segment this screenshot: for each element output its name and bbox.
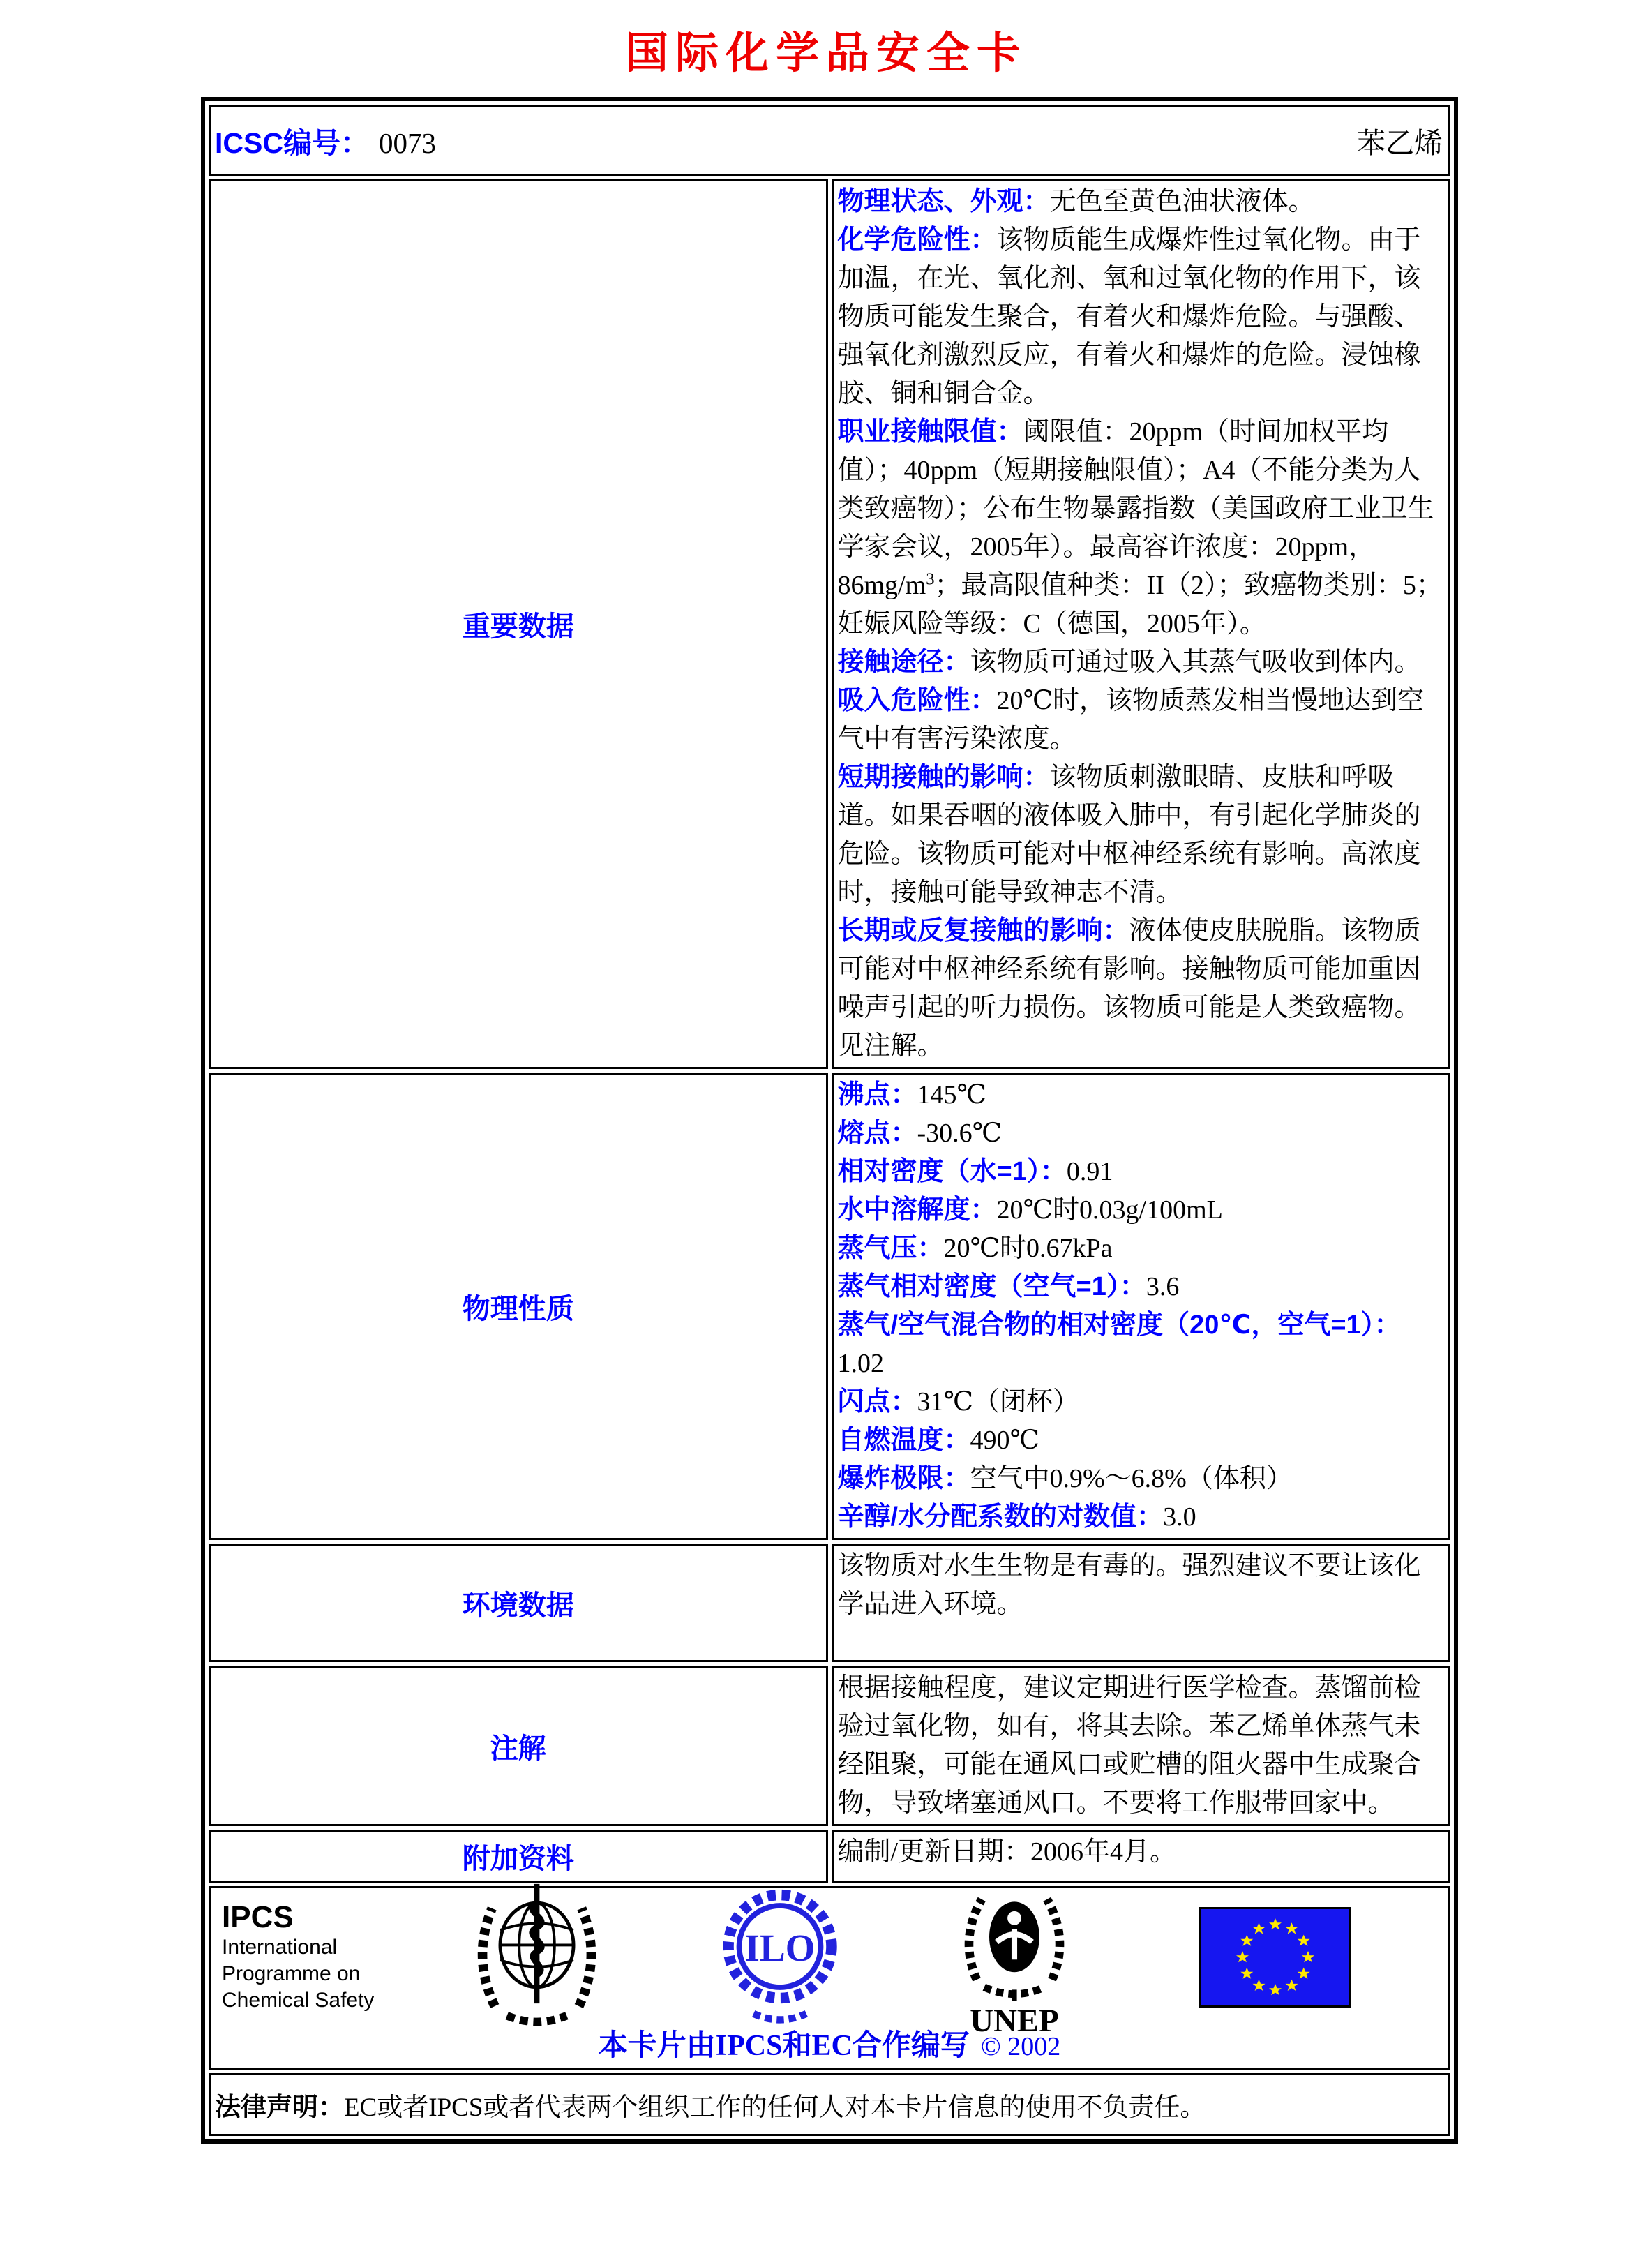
notes-row xyxy=(209,1666,1450,1826)
important-data-cell xyxy=(832,179,1451,1069)
item-text: 阈限值：20ppm（时间加权平均值）；40ppm（短期接触限值）；A4（不能分类为人类致癌物）；公布生物暴露指数（美国政府工业卫生学家会议，2005年）。最高容许浓度：20ppm，86mg/m xyxy=(837,417,1434,600)
ilo-logo-letters: ILO xyxy=(744,1927,816,1970)
data-item xyxy=(838,758,1443,912)
property-item xyxy=(838,1268,1443,1306)
property-item xyxy=(838,1114,1443,1153)
eu-flag-icon xyxy=(1199,1907,1351,2008)
item-label: 物理状态、外观： xyxy=(837,187,1050,216)
item-text: 无色至黄色油状液体。 xyxy=(1049,187,1315,216)
item-text: 3.0 xyxy=(1163,1502,1196,1532)
cooperation-caption: 本卡片由IPCS和EC合作编写 xyxy=(598,2030,970,2062)
property-item xyxy=(838,1230,1443,1268)
item-text: 该物质可通过吸入其蒸气吸收到体内。 xyxy=(970,648,1421,677)
environmental-data-text: 该物质对水生生物是有毒的。强烈建议不要让该化学品进入环境。 xyxy=(837,1551,1421,1619)
item-text: 490℃ xyxy=(970,1426,1040,1455)
ipcs-subtitle-line: Programme on xyxy=(222,1962,361,1985)
icsc-card-page xyxy=(0,18,1652,2242)
item-text: 空气中0.9%～6.8%（体积） xyxy=(970,1464,1293,1493)
item-text: 20℃时0.03g/100mL xyxy=(996,1195,1223,1225)
data-item xyxy=(838,221,1443,413)
ipcs-text-block xyxy=(211,1901,427,2014)
data-item xyxy=(838,183,1443,221)
item-label: 长期或反复接触的影响： xyxy=(837,916,1129,946)
additional-info-row xyxy=(209,1830,1450,1883)
page-title: 国际化学品安全卡 xyxy=(624,29,1027,77)
property-item xyxy=(838,1076,1443,1114)
item-text: 3.6 xyxy=(1146,1272,1180,1301)
ipcs-subtitle-line: International xyxy=(222,1936,338,1959)
data-item xyxy=(838,413,1443,643)
item-label: 水中溶解度： xyxy=(837,1195,997,1225)
property-item xyxy=(838,1421,1443,1460)
ipcs-title: IPCS xyxy=(222,1900,294,1934)
data-item xyxy=(838,912,1443,1066)
physical-properties-cell xyxy=(832,1073,1451,1540)
item-label: 蒸气压： xyxy=(837,1234,944,1263)
row-label-notes: 注解 xyxy=(209,1666,828,1826)
superscript-3: 3 xyxy=(926,569,935,589)
header-cell xyxy=(209,105,1450,176)
legal-row xyxy=(209,2073,1450,2136)
item-text: 20℃时0.67kPa xyxy=(943,1234,1113,1263)
legal-notice-label: 法律声明： xyxy=(215,2093,344,2121)
item-text: 该物质刺激眼睛、皮肤和呼吸道。如果吞咽的液体吸入肺中，有引起化学肺炎的危险。该物质可能对中枢神经系统有影响。高浓度时，接触可能导致神志不清。 xyxy=(837,763,1421,907)
item-text: -30.6℃ xyxy=(917,1119,1003,1148)
item-label: 蒸气相对密度（空气=1）： xyxy=(837,1272,1146,1301)
logos-row xyxy=(209,1886,1450,2070)
notes-text: 根据接触程度，建议定期进行医学检查。蒸馏前检验过氧化物，如有，将其去除。苯乙烯单体蒸气未经阻聚，可能在通风口或贮槽的阻火器中生成聚合物，导致堵塞通风口。不要将工作服带回家中。 xyxy=(837,1673,1421,1818)
copyright-caption: © 2002 xyxy=(980,2032,1061,2061)
item-text: 31℃（闭杯） xyxy=(917,1387,1080,1417)
item-label: 辛醇/水分配系数的对数值： xyxy=(837,1502,1164,1532)
important-data-row xyxy=(209,179,1450,1069)
environmental-data-row xyxy=(209,1544,1450,1662)
row-label-environmental-data: 环境数据 xyxy=(209,1544,828,1662)
item-text: ；最高限值种类：II（2）；致癌物类别：5；妊娠风险等级：C（德国，2005年）。 xyxy=(837,571,1443,638)
property-item xyxy=(838,1498,1443,1537)
item-text: 1.02 xyxy=(837,1349,884,1378)
icsc-number-label: ICSC编号： xyxy=(215,126,369,159)
item-label: 化学危险性： xyxy=(837,225,997,255)
item-text: 该物质能生成爆炸性过氧化物。由于加温，在光、氧化剂、氧和过氧化物的作用下，该物质可能发生聚合，有着火和爆炸危险。与强酸、强氧化剂激烈反应，有着火和爆炸的危险。浸蚀橡胶、铜和铜合金。 xyxy=(837,225,1421,408)
environmental-data-cell xyxy=(832,1544,1451,1662)
legal-cell xyxy=(209,2073,1450,2136)
header-row xyxy=(209,105,1450,176)
row-label-important-data: 重要数据 xyxy=(209,179,828,1069)
additional-info-cell xyxy=(832,1830,1451,1883)
important-data-content xyxy=(838,183,1443,1066)
physical-properties-content xyxy=(838,1076,1443,1537)
safety-card-table xyxy=(201,97,1458,2144)
item-label: 沸点： xyxy=(837,1080,917,1109)
item-label: 职业接触限值： xyxy=(837,417,1023,447)
item-label: 接触途径： xyxy=(837,648,970,677)
logos-cell xyxy=(209,1886,1450,2070)
property-item xyxy=(838,1383,1443,1421)
chemical-name: 苯乙烯 xyxy=(1357,126,1443,159)
caption-line xyxy=(211,2022,1448,2064)
row-label-physical-properties: 物理性质 xyxy=(209,1073,828,1540)
additional-info-text: 编制/更新日期：2006年4月。 xyxy=(837,1837,1177,1867)
data-item xyxy=(838,643,1443,682)
property-item xyxy=(838,1191,1443,1230)
icsc-number-group xyxy=(215,120,436,161)
item-label: 蒸气/空气混合物的相对密度（20℃，空气=1）： xyxy=(837,1310,1401,1340)
legal-notice-text: EC或者IPCS或者代表两个组织工作的任何人对本卡片信息的使用不负责任。 xyxy=(344,2093,1206,2122)
item-label: 闪点： xyxy=(837,1387,917,1417)
item-label: 相对密度（水=1）： xyxy=(837,1157,1067,1186)
data-item xyxy=(838,682,1443,758)
property-item xyxy=(838,1460,1443,1498)
ipcs-subtitle-line: Chemical Safety xyxy=(222,1989,375,2012)
item-text: 0.91 xyxy=(1066,1157,1113,1186)
notes-cell xyxy=(832,1666,1451,1826)
item-text: 液体使皮肤脱脂。该物质可能对中枢神经系统有影响。接触物质可能加重因噪声引起的听力损伤。该物质可能是人类致癌物。见注解。 xyxy=(837,916,1421,1061)
item-label: 短期接触的影响： xyxy=(837,763,1050,792)
item-text: 20℃时，该物质蒸发相当慢地达到空气中有害污染浓度。 xyxy=(837,686,1425,754)
property-item xyxy=(838,1153,1443,1191)
unep-logo-letters: UNEP xyxy=(970,2002,1059,2036)
item-label: 自燃温度： xyxy=(837,1426,970,1455)
ilo-logo-icon xyxy=(720,1884,840,2031)
icsc-number-value: 0073 xyxy=(378,126,436,159)
unep-logo-icon xyxy=(952,1879,1077,2036)
item-label: 吸入危险性： xyxy=(837,686,997,715)
item-label: 熔点： xyxy=(837,1119,917,1148)
item-label: 爆炸极限： xyxy=(837,1464,970,1493)
who-logo-icon xyxy=(469,1881,605,2033)
physical-properties-row xyxy=(209,1073,1450,1540)
row-label-additional-info: 附加资料 xyxy=(209,1830,828,1883)
property-item xyxy=(838,1306,1443,1383)
item-text: 145℃ xyxy=(917,1080,987,1109)
